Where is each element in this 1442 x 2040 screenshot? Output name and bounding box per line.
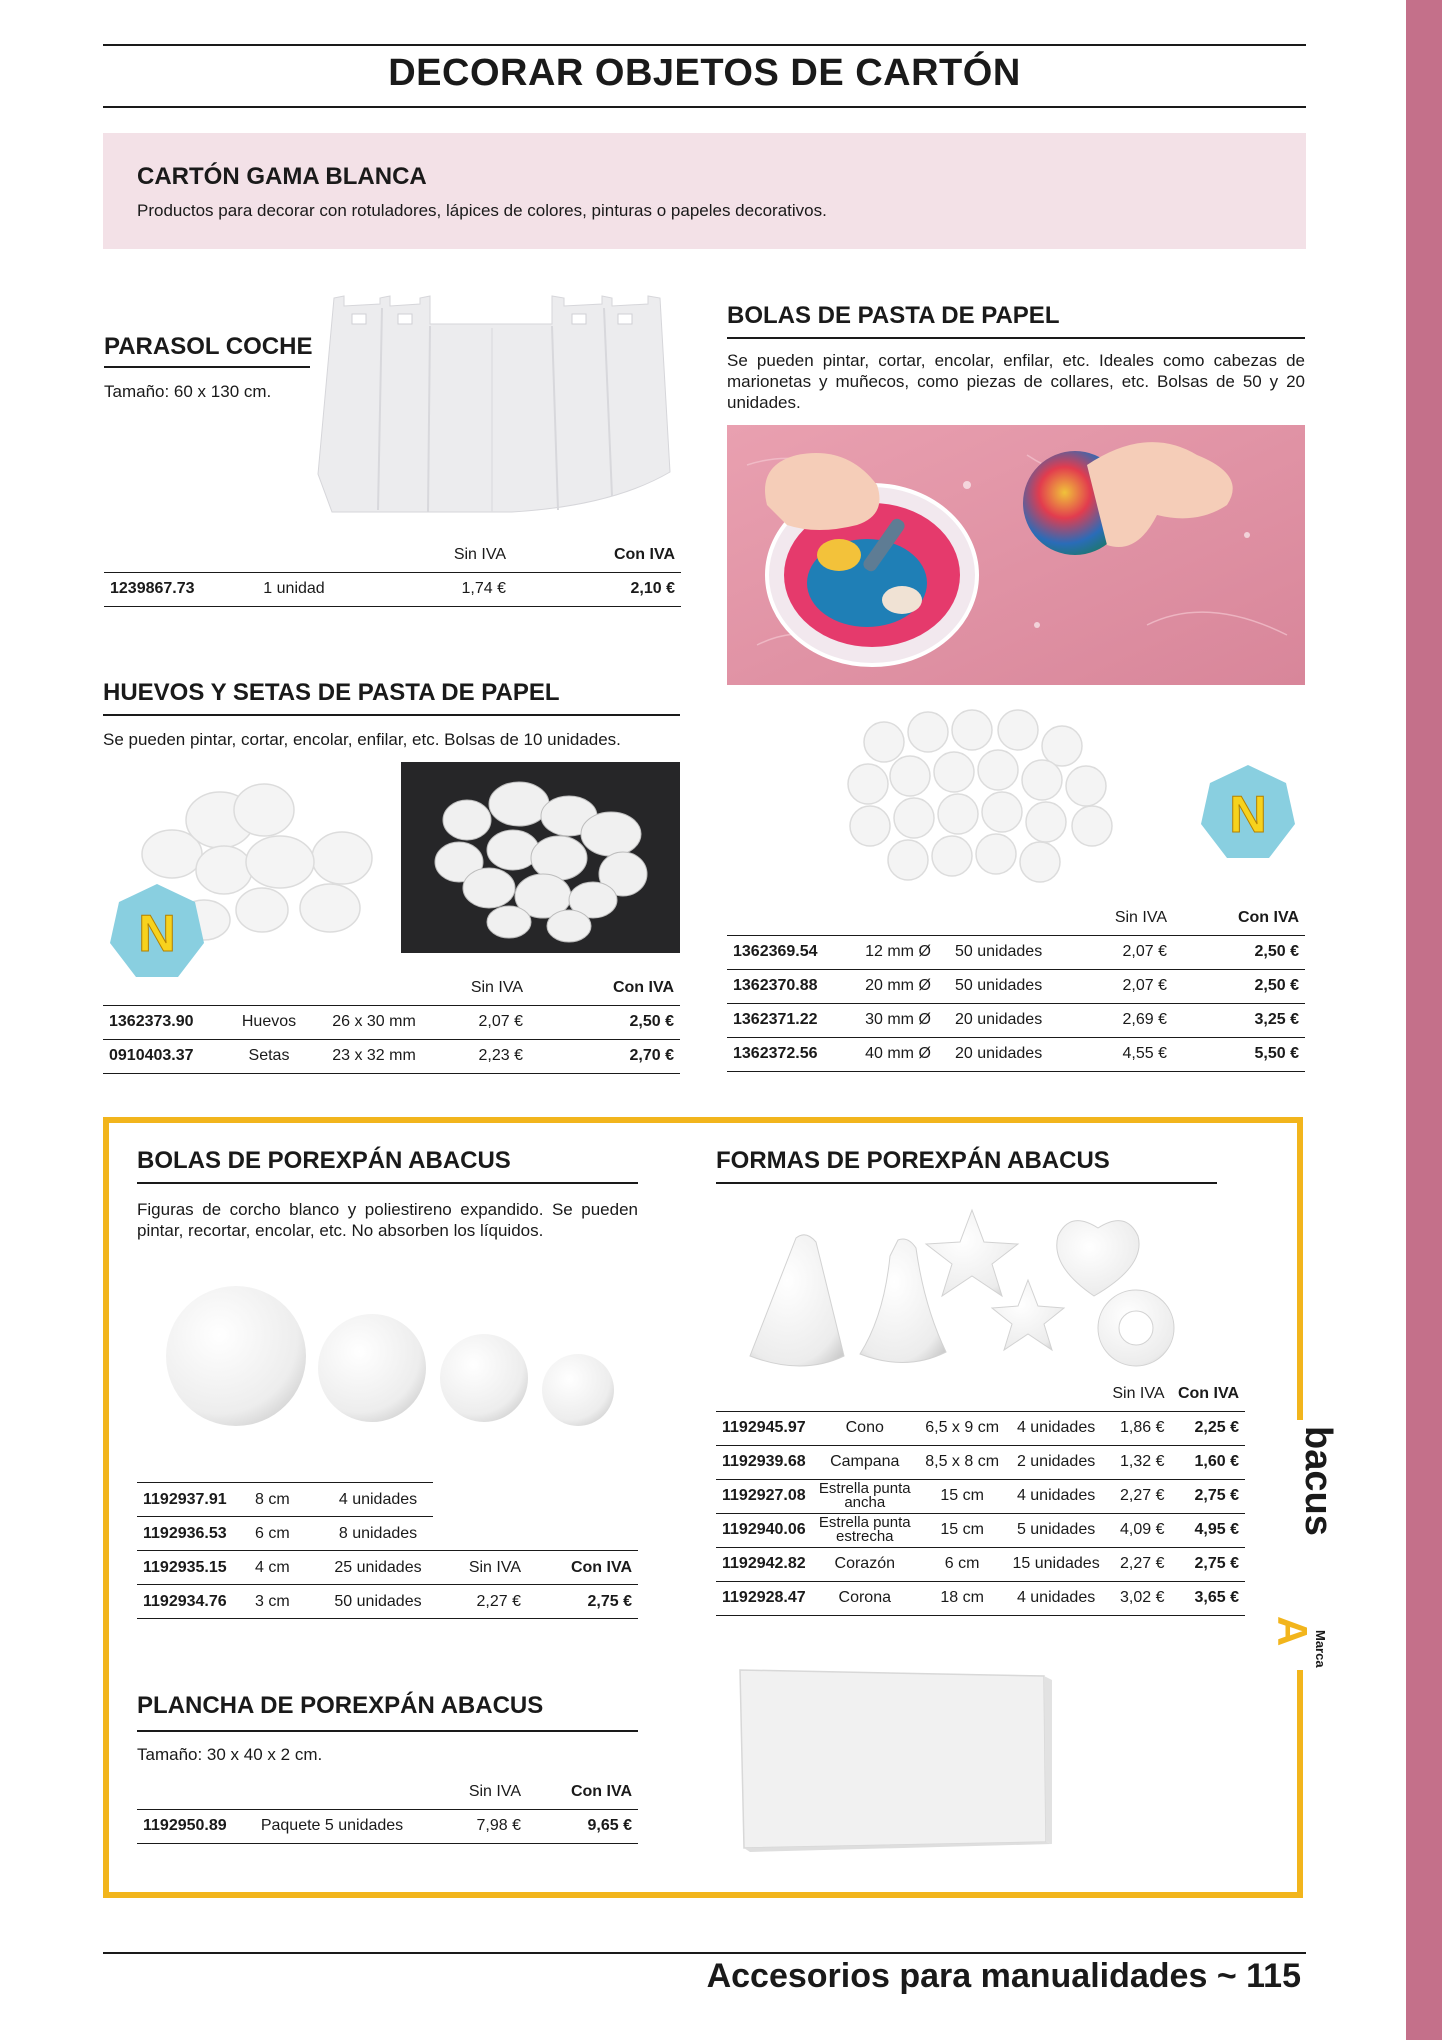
balls-photo [830,700,1140,900]
table-row: 1192940.06 Estrella punta estrecha 15 cm 5 unidades 4,09 € 4,95 € [716,1513,1245,1547]
setas-photo [401,762,680,953]
table-row: 1192950.89 Paquete 5 unidades 7,98 € 9,65 € [137,1809,638,1843]
table-row: 1362369.54 12 mm Ø 50 unidades 2,07 € 2,50 € [727,935,1305,969]
con-iva-header: Con IVA [613,545,675,563]
top-rule [103,44,1306,46]
table-row: 1192945.97 Cono 6,5 x 9 cm 4 unidades 1,86 € 2,25 € [716,1411,1245,1445]
table-row: 1362370.88 20 mm Ø 50 unidades 2,07 € 2,50 € [727,969,1305,1003]
new-badge [1196,762,1300,866]
category-banner [103,133,1306,249]
formas-table [716,1377,1245,1616]
con-iva-header: Con IVA [1237,908,1299,926]
plancha-title: PLANCHA DE POREXPÁN ABACUS [137,1692,544,1719]
page-number: 115 [1246,1957,1301,1995]
parasol-title: PARASOL COCHE [104,333,313,360]
bolas-papel-title: BOLAS DE PASTA DE PAPEL [727,302,1060,329]
abacus-logo-initial: A [1269,1616,1316,1647]
sin-iva-header: Sin IVA [1112,1384,1165,1402]
huevos-title: HUEVOS Y SETAS DE PASTA DE PAPEL [103,679,560,706]
parasol-photo [312,284,692,518]
banner-title: CARTÓN GAMA BLANCA [137,163,427,190]
bolas-porexpan-description: Figuras de corcho blanco y poliestireno expandido. Se pueden pintar, recortar, encolar, etc. No absorben los líquidos. [137,1200,638,1240]
table-row: 1239867.73 1 unidad 1,74 € 2,10 € [104,572,681,606]
bolas-papel-title-rule [727,337,1305,339]
table-gap [585,1482,638,1483]
bolas-porexpan-title-rule [137,1182,638,1184]
table-row: 1192927.08 Estrella punta ancha 15 cm 4 unidades 2,27 € 2,75 € [716,1479,1245,1513]
abacus-logo-marca: Marca [1313,1630,1328,1668]
huevos-title-rule [103,714,680,716]
banner-description: Productos para decorar con rotuladores, lápices de colores, pinturas o papeles decorativos. [137,201,827,220]
shapes-photo [740,1196,1200,1372]
new-badge-letter: N [1229,786,1267,844]
table-row: 1192942.82 Corazón 6 cm 15 unidades 2,27 € 2,75 € [716,1547,1245,1581]
bolas-porexpan-table [137,1482,638,1619]
abacus-logo-name: bacus [1297,1426,1339,1536]
new-badge-letter: N [138,905,176,963]
formas-title-rule [716,1182,1217,1184]
paint-photo [727,425,1305,685]
table-row: 1362373.90 Huevos 26 x 30 mm 2,07 € 2,50 € [103,1005,680,1039]
sin-iva-header: Sin IVA [453,545,506,563]
plancha-size: Tamaño: 30 x 40 x 2 cm. [137,1745,323,1764]
sin-iva-header: Sin IVA [470,978,523,996]
new-badge [105,881,209,985]
formas-title: FORMAS DE POREXPÁN ABACUS [716,1147,1110,1174]
table-row: 0910403.37 Setas 23 x 32 mm 2,23 € 2,70 € [103,1039,680,1073]
con-iva-header: Con IVA [570,1782,632,1800]
table-row: 1362371.22 30 mm Ø 20 unidades 2,69 € 3,25 € [727,1003,1305,1037]
parasol-title-rule [104,366,310,368]
con-iva-header: Con IVA [1177,1384,1239,1402]
footer-rule [103,1952,1306,1954]
table-row: 1362372.56 40 mm Ø 20 unidades 4,55 € 5,50 € [727,1037,1305,1071]
sin-iva-header: Sin IVA [468,1782,521,1800]
parasol-size: Tamaño: 60 x 130 cm. [104,382,272,401]
table-row: 1192939.68 Campana 8,5 x 8 cm 2 unidades 1,32 € 1,60 € [716,1445,1245,1479]
sin-iva-header: Sin IVA [468,1558,521,1576]
page-title: DECORAR OBJETOS DE CARTÓN [388,52,1021,94]
plancha-title-rule [137,1730,638,1732]
bolas-papel-table [727,901,1305,1072]
sin-iva-header: Sin IVA [1114,908,1167,926]
abacus-logo [1268,1420,1339,1670]
plancha-table [137,1775,638,1844]
con-iva-header: Con IVA [612,978,674,996]
table-row: 1192935.15 4 cm 25 unidades Sin IVA Con IVA [137,1551,638,1585]
huevos-description: Se pueden pintar, cortar, encolar, enfilar, etc. Bolsas de 10 unidades. [103,730,621,749]
parasol-table [104,538,681,607]
footer-separator: ~ [1216,1957,1237,1995]
table-row: 1192934.76 3 cm 50 unidades 2,27 € 2,75 € [137,1585,638,1619]
table-row: 1192937.91 8 cm 4 unidades [137,1483,638,1517]
spheres-photo [160,1282,620,1434]
side-tab [1406,0,1442,2040]
title-rule [103,106,1306,108]
footer-section: Accesorios para manualidades [706,1957,1208,1995]
plancha-photo [730,1666,1060,1852]
table-row: 1192936.53 6 cm 8 unidades [137,1517,638,1551]
bolas-papel-description: Se pueden pintar, cortar, encolar, enfilar, etc. Ideales como cabezas de marionetas y muñecos, como piezas de collares, etc. Bolsas de 50 y 20 unidades. [727,351,1305,412]
huevos-table [103,971,680,1074]
con-iva-header: Con IVA [570,1558,632,1576]
bolas-porexpan-title: BOLAS DE POREXPÁN ABACUS [137,1147,511,1174]
footer [707,1957,1301,1996]
table-row: 1192928.47 Corona 18 cm 4 unidades 3,02 € 3,65 € [716,1581,1245,1615]
